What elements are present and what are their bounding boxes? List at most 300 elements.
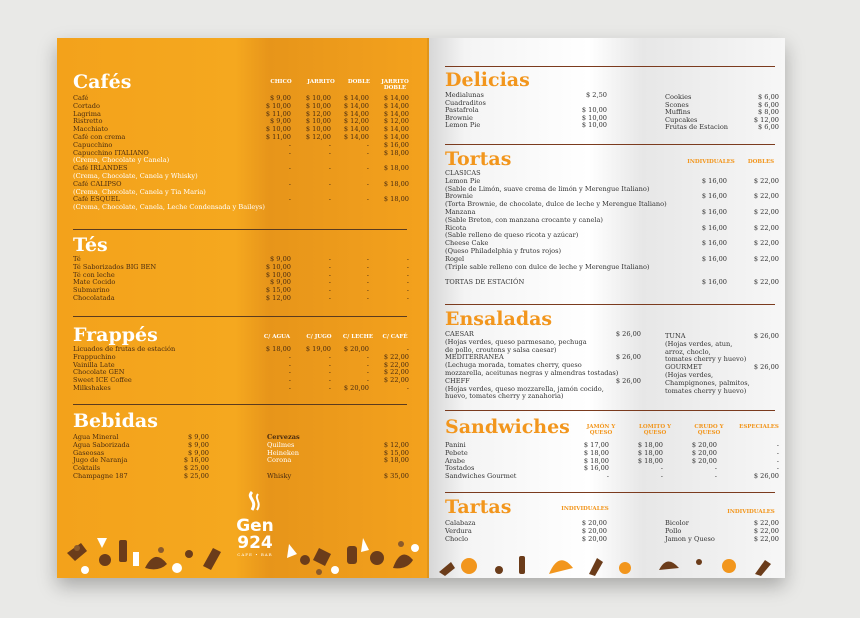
item-name: Café (73, 94, 89, 102)
tartas-col-individuales: INDIVIDUALES (561, 506, 609, 512)
item-price: $ 9,00 (270, 94, 291, 102)
item-description: (Hojas verdes, queso parmesano, pechuga (445, 337, 587, 346)
item-price: $ 22,00 (753, 534, 779, 543)
item-description: mozzarella, aceitunas negras y almendras tostadas) (445, 368, 619, 377)
item-name: GOURMET (665, 363, 703, 372)
item-price: $ 20,00 (581, 534, 607, 543)
item-price: - (406, 278, 409, 287)
item-price: - (366, 140, 369, 149)
item-price: $ 26,00 (753, 363, 779, 372)
item-name: Medialunas (445, 91, 484, 99)
menu-item (445, 201, 779, 209)
item-price: - (328, 270, 331, 279)
item-price: $ 16,00 (701, 254, 727, 263)
food-illustrations (429, 534, 785, 578)
item-price: - (366, 278, 369, 287)
item-price: $ 14,00 (343, 101, 369, 110)
item-price: - (660, 472, 663, 481)
item-price: $ 18,00 (637, 441, 663, 449)
item-name: Cuadraditos (445, 98, 486, 107)
item-price: $ 12,00 (305, 132, 331, 141)
item-price: $ 20,00 (343, 383, 369, 392)
item-price: $ 12,00 (383, 117, 409, 126)
section-divider (445, 66, 775, 67)
item-name: Ristretto (73, 117, 103, 126)
item-price: $ 14,00 (383, 109, 409, 118)
item-name: Submarino (73, 286, 110, 295)
item-price: - (366, 368, 369, 377)
item-description: (Sable relleno de queso ricota y azúcar) (445, 231, 579, 240)
section-divider (445, 492, 775, 493)
ensaladas-list (445, 331, 641, 401)
section-divider (73, 404, 407, 405)
item-name: Vainilla Late (73, 360, 115, 369)
item-name: Agua Mineral (73, 433, 119, 441)
item-price: $ 22,00 (383, 352, 409, 361)
item-name: Choclo (445, 534, 469, 543)
item-name: Muffins (665, 108, 691, 117)
delicias-title: Delicias (445, 69, 530, 91)
item-price: - (328, 383, 331, 392)
menu-item (445, 232, 779, 240)
item-price: - (366, 360, 369, 369)
menu-item (445, 122, 607, 130)
item-name: Scones (665, 100, 689, 109)
item-description: Heineken (267, 448, 300, 457)
item-price: - (406, 286, 409, 295)
item-name: Frutas de Estacion (665, 123, 729, 132)
item-name: Macchiato (73, 125, 108, 134)
bebidas-list-2 (267, 434, 409, 481)
item-price: - (776, 448, 779, 457)
item-price: $ 6,00 (758, 93, 779, 101)
menu-item (73, 346, 413, 354)
item-name: Cupcakes (665, 115, 698, 124)
item-name: Licuados de frutas de estación (73, 345, 176, 353)
frappes-col-cafe: C/ CAFÉ (382, 334, 408, 340)
item-description: (Hojas verdes, queso mozzarella, jamón cocido, (445, 384, 604, 393)
item-price: - (366, 286, 369, 295)
item-description: (Torta Brownie, de chocolate, dulce de leche y Merengue Italiano) (445, 200, 667, 209)
item-price: - (288, 148, 291, 157)
item-name: Brownie (445, 113, 473, 122)
item-price: - (328, 278, 331, 287)
item-price: $ 12,00 (265, 293, 291, 302)
item-name: Gaseosas (73, 448, 105, 457)
item-price: $ 12,00 (343, 117, 369, 126)
item-price: $ 18,00 (637, 448, 663, 457)
item-price: - (366, 262, 369, 271)
item-price: $ 17,00 (583, 441, 609, 449)
item-description: (Queso Philadelphia y frutos rojos) (445, 246, 562, 255)
item-description: tomates cherry y huevo) (665, 355, 747, 364)
item-price: - (328, 293, 331, 302)
item-name: Rogel (445, 254, 465, 263)
item-description: (Crema, Chocolate y Canela) (73, 156, 170, 165)
menu-item (445, 217, 779, 225)
item-name: Brownie (445, 192, 473, 201)
item-price: $ 22,00 (383, 360, 409, 369)
frappes-col-agua: C/ AGUA (263, 334, 291, 340)
item-price: $ 22,00 (753, 278, 779, 287)
item-price: $ 14,00 (343, 109, 369, 118)
item-price: $ 14,00 (343, 132, 369, 141)
section-divider (445, 144, 775, 145)
item-name: Té Saborizados BIG BEN (73, 262, 157, 271)
item-description: (Crema, Chocolate, Canela y Whisky) (73, 171, 198, 180)
item-name: Arabe (445, 456, 465, 465)
cafes-list (73, 95, 413, 212)
item-price: $ 20,00 (581, 526, 607, 535)
menu-item (665, 124, 779, 132)
item-price: $ 16,00 (701, 223, 727, 232)
item-name: Calabaza (445, 519, 476, 527)
menu-spread (57, 38, 785, 578)
item-price: - (366, 352, 369, 361)
item-price: - (406, 270, 409, 279)
item-name: Cervezas (267, 433, 300, 441)
item-name: Frappuchino (73, 352, 116, 361)
item-name: Verdura (445, 526, 472, 535)
item-price: - (366, 255, 369, 263)
tartas-col-individuales-2: INDIVIDUALES (727, 509, 775, 515)
item-price: $ 8,00 (758, 108, 779, 117)
item-price: - (366, 148, 369, 157)
item-name: Panini (445, 441, 466, 449)
food-illustrations (57, 508, 429, 578)
item-name: Coktails (73, 464, 101, 473)
item-price: - (776, 464, 779, 473)
item-description: Quilmes (267, 440, 295, 449)
item-price: $ 20,00 (343, 345, 369, 353)
item-price: $ 10,00 (305, 125, 331, 134)
item-price: $ 26,00 (753, 332, 779, 340)
item-name: Pollo (665, 526, 682, 535)
item-name: Capucchino ITALIANO (73, 148, 149, 157)
frappes-list (73, 346, 413, 393)
menu-item (73, 295, 413, 303)
item-name: Lemon Pie (445, 121, 481, 130)
item-price: $ 22,00 (753, 254, 779, 263)
item-name: Jugo de Naranja (73, 456, 128, 465)
section-divider (445, 304, 775, 305)
tes-title: Tés (73, 234, 108, 256)
menu-item (445, 279, 779, 287)
item-price: - (288, 164, 291, 173)
item-price: $ 9,00 (270, 255, 291, 263)
item-price: $ 18,00 (637, 456, 663, 465)
item-price: $ 14,00 (383, 132, 409, 141)
item-price: - (328, 179, 331, 188)
sandwiches-col-jamon: JAMÓN Y QUESO (586, 424, 616, 436)
menu-item (665, 388, 779, 396)
item-price: $ 22,00 (753, 192, 779, 201)
item-price: $ 10,00 (581, 121, 607, 130)
item-name: Té (73, 255, 81, 263)
item-name: Café con crema (73, 132, 126, 141)
item-price: $ 35,00 (383, 471, 409, 480)
item-price: - (366, 270, 369, 279)
item-description: (Sable de Limón, suave crema de limón y Merengue Italiano) (445, 184, 650, 193)
item-name: Jamon y Queso (665, 534, 715, 543)
menu-item (73, 287, 413, 295)
item-price: - (328, 352, 331, 361)
item-price: $ 14,00 (383, 94, 409, 102)
logo-tagline: CAFE • BAR (237, 552, 273, 557)
item-price: $ 22,00 (753, 176, 779, 185)
item-price: - (328, 262, 331, 271)
item-price: $ 22,00 (753, 207, 779, 216)
item-price: - (660, 464, 663, 473)
item-price: $ 6,00 (758, 100, 779, 109)
item-description: (Triple sable relleno con dulce de leche y Merengue Italiano) (445, 262, 650, 271)
item-price: - (328, 148, 331, 157)
logo-wordmark: Gen 924 (236, 516, 274, 553)
item-name: Whisky (267, 471, 292, 480)
item-price: $ 14,00 (343, 94, 369, 102)
menu-item (73, 354, 413, 362)
item-name: Pastafrola (445, 106, 479, 115)
item-name: Lagrima (73, 109, 101, 118)
item-price: $ 9,00 (270, 117, 291, 126)
item-price: $ 22,00 (753, 526, 779, 535)
item-price: $ 9,00 (270, 278, 291, 287)
cafes-col-jarrito-doble: JARRITO DOBLE (381, 79, 409, 91)
item-description: Corona (267, 456, 292, 465)
menu-item (73, 173, 413, 181)
item-price: - (328, 164, 331, 173)
frappes-title: Frappés (73, 324, 158, 346)
item-name: Manzana (445, 207, 476, 216)
ensaladas-list-2 (665, 333, 779, 395)
item-name: Lemon Pie (445, 176, 481, 185)
menu-item (73, 362, 413, 370)
menu-item (445, 393, 641, 401)
item-price: - (714, 472, 717, 481)
delicias-list-2 (665, 94, 779, 132)
item-price: - (714, 464, 717, 473)
item-price: $ 11,00 (265, 132, 291, 141)
tes-list (73, 256, 413, 303)
item-price: - (288, 360, 291, 369)
section-divider (73, 316, 407, 317)
item-price: $ 26,00 (753, 472, 779, 481)
item-price: - (288, 376, 291, 385)
item-price: - (328, 286, 331, 295)
menu-item (445, 458, 779, 466)
item-price: $ 20,00 (691, 441, 717, 449)
item-description: (Hojas verdes, atun, (665, 339, 733, 348)
item-price: $ 10,00 (265, 101, 291, 110)
item-name: TUNA (665, 332, 686, 340)
item-price: - (328, 195, 331, 204)
item-price: $ 22,00 (753, 223, 779, 232)
item-price: $ 2,50 (586, 91, 607, 99)
sandwiches-title: Sandwiches (445, 416, 570, 438)
frappes-col-jugo: C/ JUGO (306, 334, 332, 340)
item-description: (Crema, Chocolate, Canela y Tia Maria) (73, 187, 206, 196)
item-name: Café ESQUEL (73, 195, 120, 204)
item-price: $ 9,00 (188, 433, 209, 441)
item-price: $ 10,00 (305, 117, 331, 126)
item-price: $ 16,00 (701, 278, 727, 287)
item-price: - (406, 293, 409, 302)
item-price: - (366, 179, 369, 188)
item-price: - (366, 293, 369, 302)
frappes-col-leche: C/ LECHE (342, 334, 374, 340)
cafes-col-doble: DOBLE (347, 79, 371, 85)
item-name: Sandwiches Gourmet (445, 472, 517, 481)
item-price: $ 22,00 (383, 376, 409, 385)
menu-item (267, 473, 409, 481)
cafes-col-jarrito: JARRITO (307, 79, 335, 85)
item-price: - (328, 376, 331, 385)
item-name: Chocolate GEN (73, 368, 125, 377)
item-price: $ 20,00 (691, 456, 717, 465)
item-price: - (606, 472, 609, 481)
item-description: Champignones, palmitos, (665, 378, 750, 387)
item-name: Cortado (73, 101, 100, 110)
sandwiches-col-lomito: LOMITO Y QUESO (638, 424, 672, 436)
item-name: Capucchino (73, 140, 113, 149)
item-description: arroz, choclo, (665, 347, 711, 356)
item-price: $ 10,00 (581, 106, 607, 115)
item-name: CAESAR (445, 330, 474, 338)
item-name: MEDITERRANEA (445, 353, 504, 362)
item-price: - (366, 195, 369, 204)
menu-item (445, 248, 779, 256)
item-price: $ 12,00 (753, 115, 779, 124)
item-price: $ 18,00 (265, 345, 291, 353)
item-price: $ 6,00 (758, 123, 779, 132)
tortas-list (445, 170, 779, 287)
item-price: $ 9,00 (188, 448, 209, 457)
item-price: $ 18,00 (583, 448, 609, 457)
item-name: Café CALIPSO (73, 179, 122, 188)
item-description: huevo, tomates cherry y zanahoria) (445, 392, 564, 401)
item-name: Té con leche (73, 270, 115, 279)
item-price: $ 26,00 (615, 376, 641, 385)
tortas-col-dobles: DOBLES (747, 159, 775, 165)
right-page (429, 38, 785, 578)
item-price: $ 18,00 (383, 179, 409, 188)
menu-item (445, 186, 779, 194)
item-price: $ 16,00 (701, 176, 727, 185)
item-price: $ 18,00 (383, 195, 409, 204)
item-description: tomates cherry y huevo) (665, 386, 747, 395)
item-price: - (328, 360, 331, 369)
item-price: - (288, 383, 291, 392)
item-price: $ 16,00 (701, 207, 727, 216)
item-name: Milkshakes (73, 383, 111, 392)
item-price: $ 10,00 (265, 125, 291, 134)
item-price: $ 18,00 (383, 148, 409, 157)
item-price: $ 14,00 (343, 125, 369, 134)
cafes-title: Cafés (73, 71, 132, 93)
item-price: $ 22,00 (753, 519, 779, 527)
item-price: $ 22,00 (383, 368, 409, 377)
item-name: Tostados (445, 464, 475, 473)
menu-item (445, 264, 779, 272)
section-divider (73, 229, 407, 230)
item-price: - (328, 368, 331, 377)
tortas-col-individuales: INDIVIDUALES (687, 159, 735, 165)
item-price: $ 25,00 (183, 464, 209, 473)
tartas-title: Tartas (445, 496, 512, 518)
item-price: - (366, 376, 369, 385)
item-price: $ 16,00 (701, 192, 727, 201)
item-price: $ 26,00 (615, 353, 641, 362)
item-price: $ 14,00 (383, 125, 409, 134)
item-price: $ 20,00 (581, 519, 607, 527)
left-page (57, 38, 429, 578)
delicias-list (445, 92, 607, 130)
menu-item (73, 473, 209, 481)
item-name: Mate Cocido (73, 278, 116, 287)
item-price: $ 10,00 (265, 262, 291, 271)
item-name: Sweet ICE Coffee (73, 376, 132, 385)
bebidas-list (73, 434, 209, 481)
item-description: (Crema, Chocolate, Canela, Leche Condensada y Baileys) (73, 203, 265, 212)
item-price: $ 12,00 (383, 440, 409, 449)
item-price: - (328, 140, 331, 149)
item-price: - (776, 441, 779, 449)
item-price: $ 9,00 (188, 440, 209, 449)
item-price: $ 11,00 (265, 109, 291, 118)
item-price: - (288, 179, 291, 188)
item-price: $ 18,00 (383, 456, 409, 465)
item-price: $ 15,00 (383, 448, 409, 457)
item-name: Cheese Cake (445, 239, 489, 248)
item-description: (Hojas verdes, (665, 370, 714, 379)
item-price: - (366, 164, 369, 173)
item-price: $ 16,00 (583, 464, 609, 473)
item-name: Champagne 187 (73, 471, 128, 480)
item-price: - (288, 195, 291, 204)
item-price: $ 16,00 (701, 239, 727, 248)
item-description: (Sable Breton, con manzana crocante y canela) (445, 215, 603, 224)
item-price: $ 10,00 (581, 113, 607, 122)
item-price: $ 10,00 (265, 270, 291, 279)
menu-item (73, 189, 413, 197)
menu-item (267, 457, 409, 465)
item-name: Bicolor (665, 519, 689, 527)
item-price: $ 22,00 (753, 239, 779, 248)
menu-item (73, 264, 413, 272)
item-name: CHEFF (445, 376, 470, 385)
item-name: Cookies (665, 93, 692, 101)
menu-item (73, 134, 413, 142)
item-price: $ 18,00 (583, 456, 609, 465)
item-price: $ 25,00 (183, 471, 209, 480)
item-price: $ 15,00 (265, 286, 291, 295)
item-price: $ 20,00 (691, 448, 717, 457)
menu-item (73, 204, 413, 212)
item-price: - (328, 255, 331, 263)
item-name: TORTAS DE ESTACIÓN (445, 278, 525, 287)
item-description: (Lechuga morada, tomates cherry, queso (445, 361, 582, 370)
menu-item (445, 450, 779, 458)
menu-item (445, 170, 779, 178)
item-price: - (406, 383, 409, 392)
sandwiches-col-crudo: CRUDO Y QUESO (694, 424, 724, 436)
item-name: Agua Saborizada (73, 440, 130, 449)
item-price: $ 19,00 (305, 345, 331, 353)
sandwiches-col-especiales: ESPECIALES (739, 424, 779, 430)
item-price: $ 18,00 (383, 164, 409, 173)
ensaladas-title: Ensaladas (445, 308, 553, 330)
bebidas-title: Bebidas (73, 410, 158, 432)
